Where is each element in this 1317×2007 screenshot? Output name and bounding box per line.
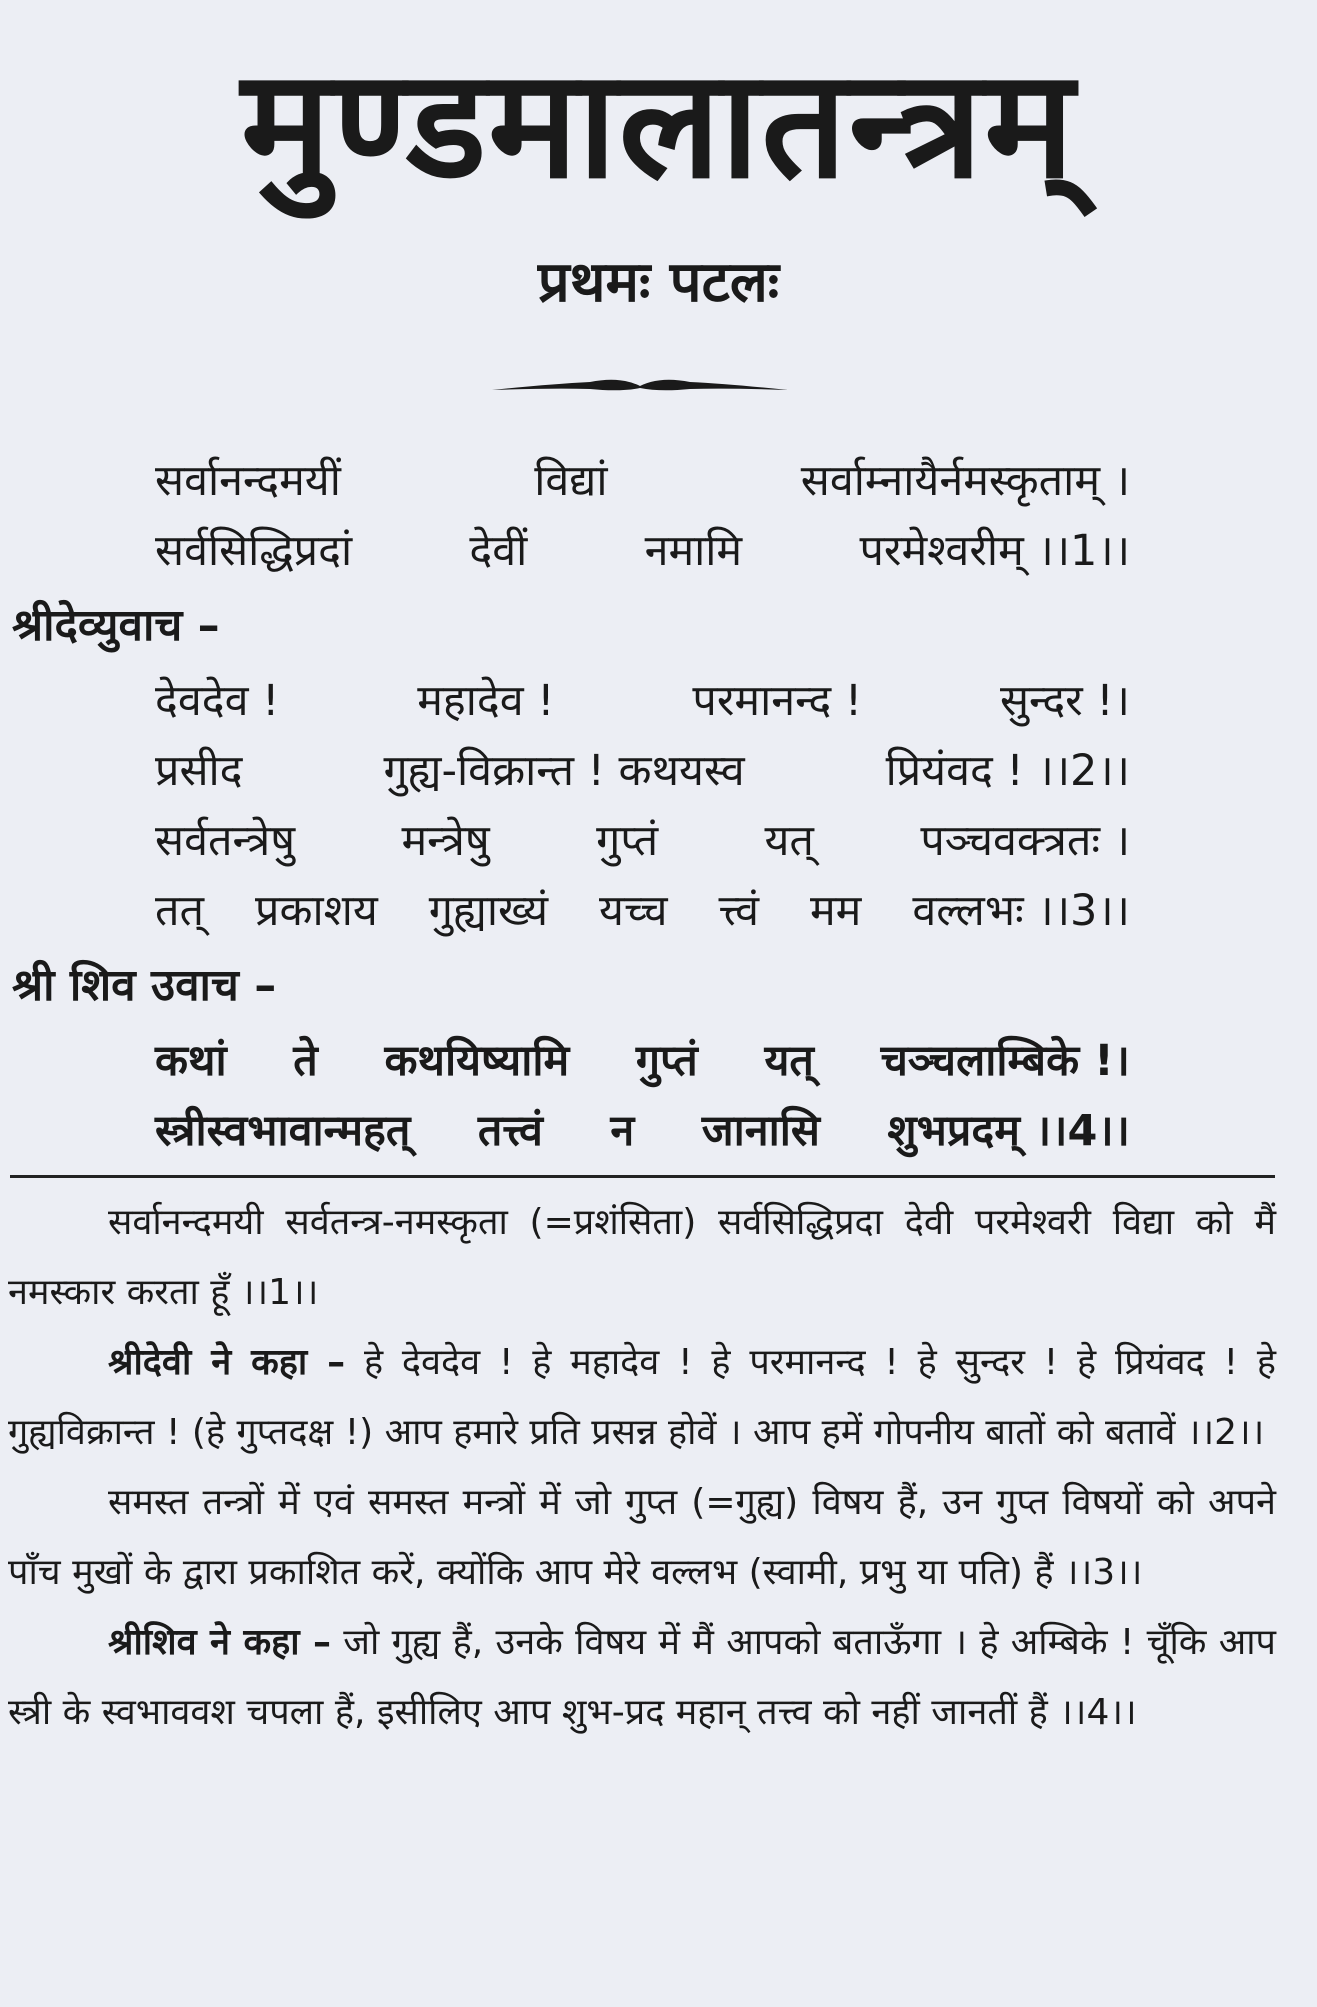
ornament-divider [490,372,790,400]
verse-word: गुह्याख्यं [428,886,549,936]
verse-line [155,450,1130,512]
verse-word: सुन्दर !। [999,676,1130,726]
verse-word: गुह्य-विक्रान्त ! कथयस्व [383,746,745,796]
verse-word: वल्लभः ।।3।। [912,886,1130,936]
verse-word: महादेव ! [417,676,555,726]
verse-word: प्रसीद [155,746,243,796]
verse-word: मम [809,886,862,936]
commentary [8,1188,1276,1748]
verse-word: सर्वसिद्धिप्रदां [155,526,353,576]
verse-word: परमानन्द ! [692,676,863,726]
verse-line [155,1030,1130,1092]
verse-word: देवदेव ! [155,676,280,726]
verse-word: प्रियंवद ! ।।2।। [885,746,1130,796]
verse-word: यत् [764,1036,814,1086]
verse-word: कथां [155,1036,227,1086]
verse-word: गुप्तं [635,1036,698,1086]
speaker-heading: श्री शिव उवाच – [12,960,277,1011]
verse-word: चञ्चलाम्बिके !। [880,1036,1130,1086]
verse-line [155,740,1130,802]
verse-word: परमेश्वरीम् ।।1।। [859,526,1130,576]
commentary-paragraph [8,1608,1276,1748]
page-title: मुण्डमालातन्त्रम् [240,38,1077,212]
verse-word: नमामि [644,526,743,576]
verse-word: त्त्वं [718,886,759,936]
verse-word: पञ्चवक्त्रतः । [920,816,1130,866]
verse-word: मन्त्रेषु [401,816,490,866]
verse-word: तत्त्वं [477,1106,543,1156]
verse-word: न [610,1106,635,1156]
verse-word: कथयिष्यामि [384,1036,570,1086]
commentary-paragraph: समस्त तन्त्रों में एवं समस्त मन्त्रों में जो गुप्त (=गुह्य) विषय हैं, उन गुप्त विषयों को अपने पाँच मुखों के द्वारा प्रकाशित करें, क्योंकि आप मेरे वल्लभ (स्वामी, प्रभु या पति) हैं ।।3।। [8,1482,1276,1593]
verse-word: सर्वतन्त्रेषु [155,816,296,866]
verse-word: जानासि [701,1106,820,1156]
chapter-heading: प्रथमः पटलः [537,250,780,315]
verse-word: तत् [155,886,205,936]
verse-line [155,670,1130,732]
verse-line [155,880,1130,942]
verse-word: सर्वाम्नायैर्नमस्कृताम् । [800,456,1130,506]
speaker-heading: श्रीदेव्युवाच – [12,600,220,651]
speaker-label: श्रीशिव ने कहा – [108,1622,331,1663]
commentary-paragraph [8,1328,1276,1468]
verse-word: स्त्रीस्वभावान्महत् [155,1106,411,1156]
verse-word: गुप्तं [596,816,659,866]
speaker-label: श्रीदेवी ने कहा – [108,1342,346,1383]
verse-word: प्रकाशय [255,886,378,936]
verse-word: यत् [764,816,814,866]
verse-word: शुभप्रदम् ।।4।। [887,1106,1130,1156]
paragraph-text: हे देवदेव ! हे महादेव ! हे परमानन्द ! हे सुन्दर ! हे प्रियंवद ! हे गुह्यविक्रान्त ! (हे गुप्तदक्ष !) आप हमारे प्रति प्रसन्न होवें । आप हमें गोपनीय बातों को बतावें ।।2।। [8,1342,1276,1453]
verse-word: सर्वानन्दमयीं [155,456,341,506]
verse-line [155,520,1130,582]
verse-line [155,1100,1130,1162]
commentary-paragraph: सर्वानन्दमयी सर्वतन्त्र-नमस्कृता (=प्रशंसिता) सर्वसिद्धिप्रदा देवी परमेश्वरी विद्या को मैं नमस्कार करता हूँ ।।1।। [8,1202,1276,1313]
verse-word: यच्च [599,886,668,936]
verse-word: ते [293,1036,318,1086]
verse-word: देवीं [469,526,528,576]
section-divider [10,1175,1275,1178]
verse-word: विद्यां [534,456,608,506]
verse-line [155,810,1130,872]
paragraph-text: जो गुह्य हैं, उनके विषय में मैं आपको बताऊँगा । हे अम्बिके ! चूँकि आप स्त्री के स्वभाववश चपला हैं, इसीलिए आप शुभ-प्रद महान् तत्त्व को नहीं जानतीं हैं ।।4।। [8,1622,1276,1733]
